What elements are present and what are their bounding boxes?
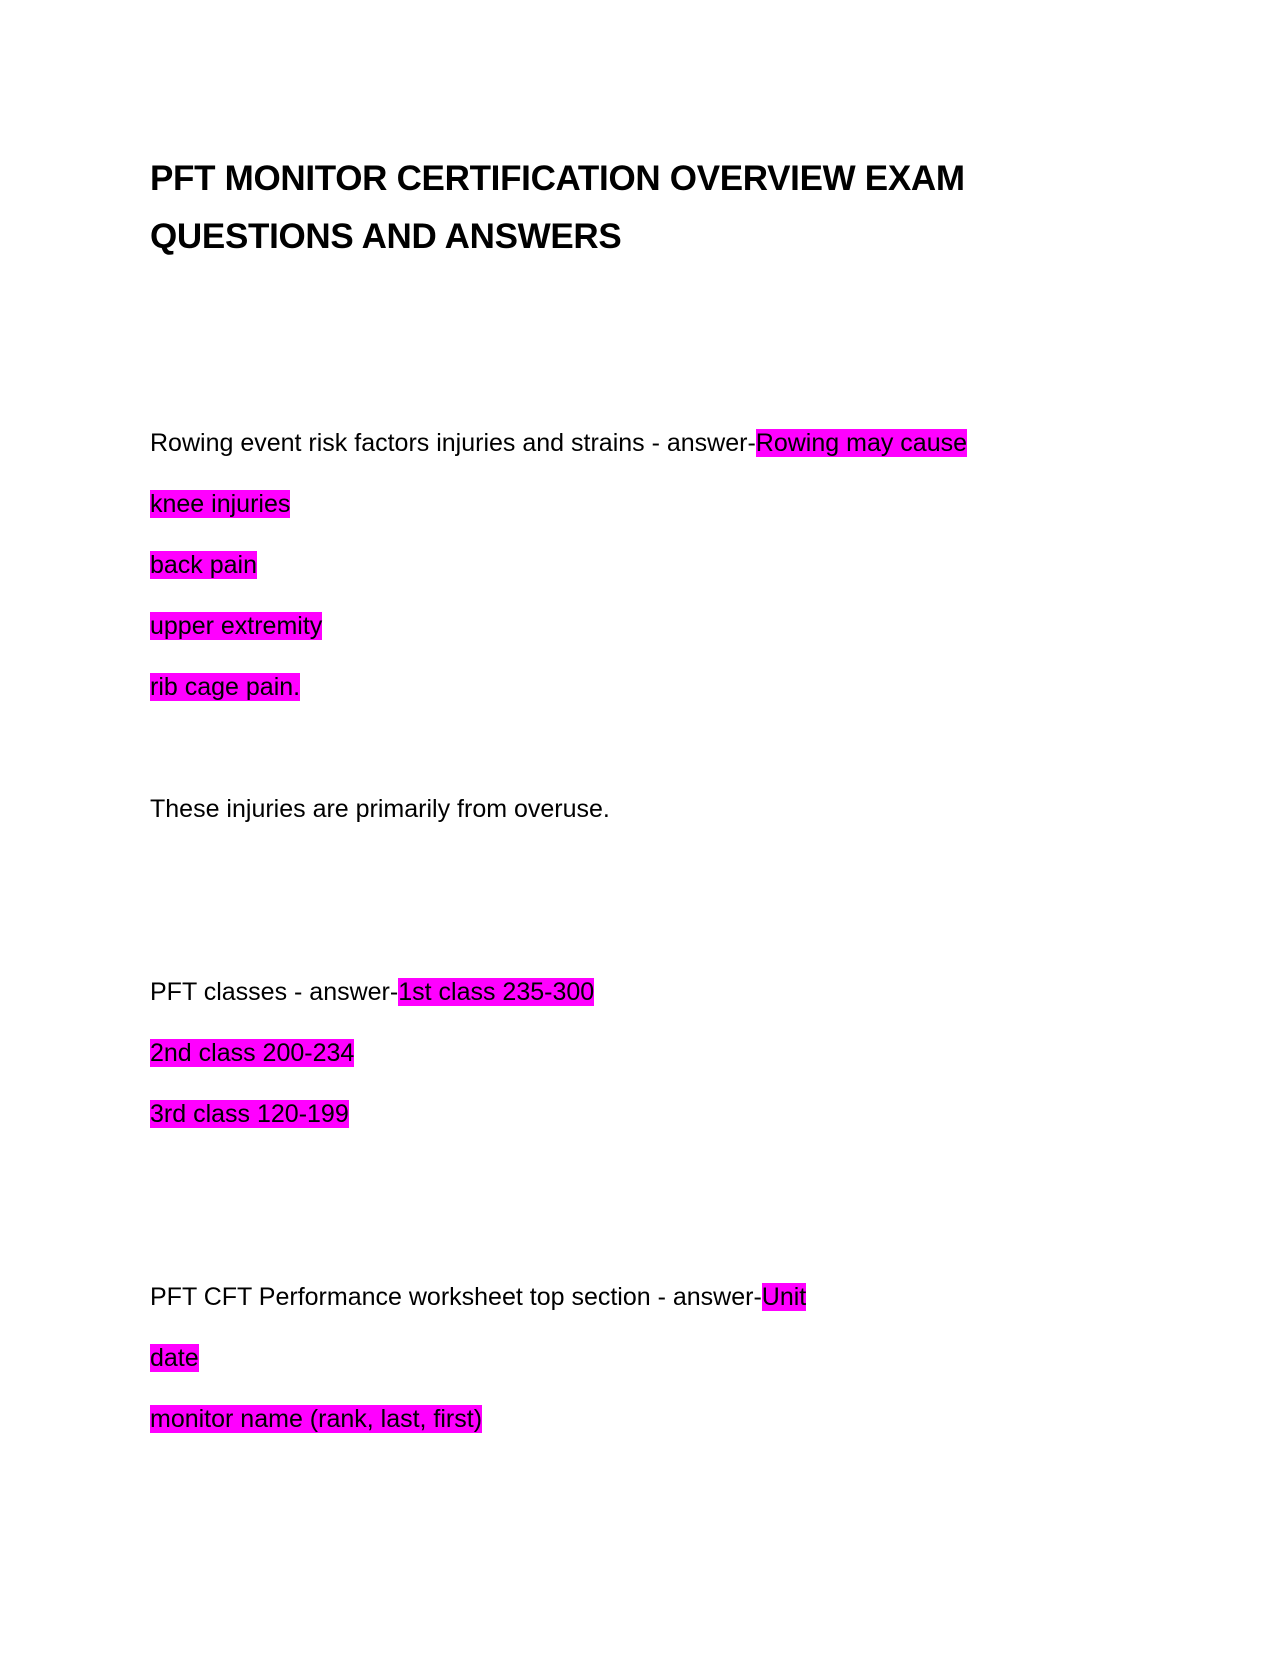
answer-line xyxy=(150,547,257,583)
answer-line xyxy=(150,1401,482,1437)
highlighted-answer: back pain xyxy=(150,551,258,579)
qa-classes-question-line xyxy=(150,974,594,1010)
highlighted-answer: knee injuries xyxy=(150,490,291,518)
highlighted-answer: Rowing may cause xyxy=(755,429,968,457)
highlighted-answer: Unit xyxy=(761,1283,807,1311)
highlighted-answer: date xyxy=(150,1344,199,1372)
answer-line xyxy=(150,1096,349,1132)
highlighted-answer: rib cage pain. xyxy=(150,673,301,701)
note-text: These injuries are primarily from overuse. xyxy=(150,795,610,823)
answer-line xyxy=(150,669,300,705)
question-text: PFT CFT Performance worksheet top section - answer- xyxy=(150,1283,762,1311)
highlighted-answer: monitor name (rank, last, first) xyxy=(150,1405,483,1433)
question-text: Rowing event risk factors injuries and strains - answer- xyxy=(150,429,756,457)
highlighted-answer: 1st class 235-300 xyxy=(398,978,595,1006)
answer-line xyxy=(150,486,290,522)
answer-line xyxy=(150,608,322,644)
qa-worksheet-question-line xyxy=(150,1279,806,1315)
highlighted-answer: 2nd class 200-234 xyxy=(150,1039,355,1067)
answer-line xyxy=(150,1035,354,1071)
answer-line xyxy=(150,1340,199,1376)
qa-rowing-question-line xyxy=(150,425,967,461)
question-text: PFT classes - answer- xyxy=(150,978,399,1006)
document-title xyxy=(150,150,965,266)
highlighted-answer: upper extremity xyxy=(150,612,323,640)
highlighted-answer: 3rd class 120-199 xyxy=(150,1100,349,1128)
title-line: PFT MONITOR CERTIFICATION OVERVIEW EXAM xyxy=(150,159,965,198)
title-line: QUESTIONS AND ANSWERS xyxy=(150,217,622,256)
